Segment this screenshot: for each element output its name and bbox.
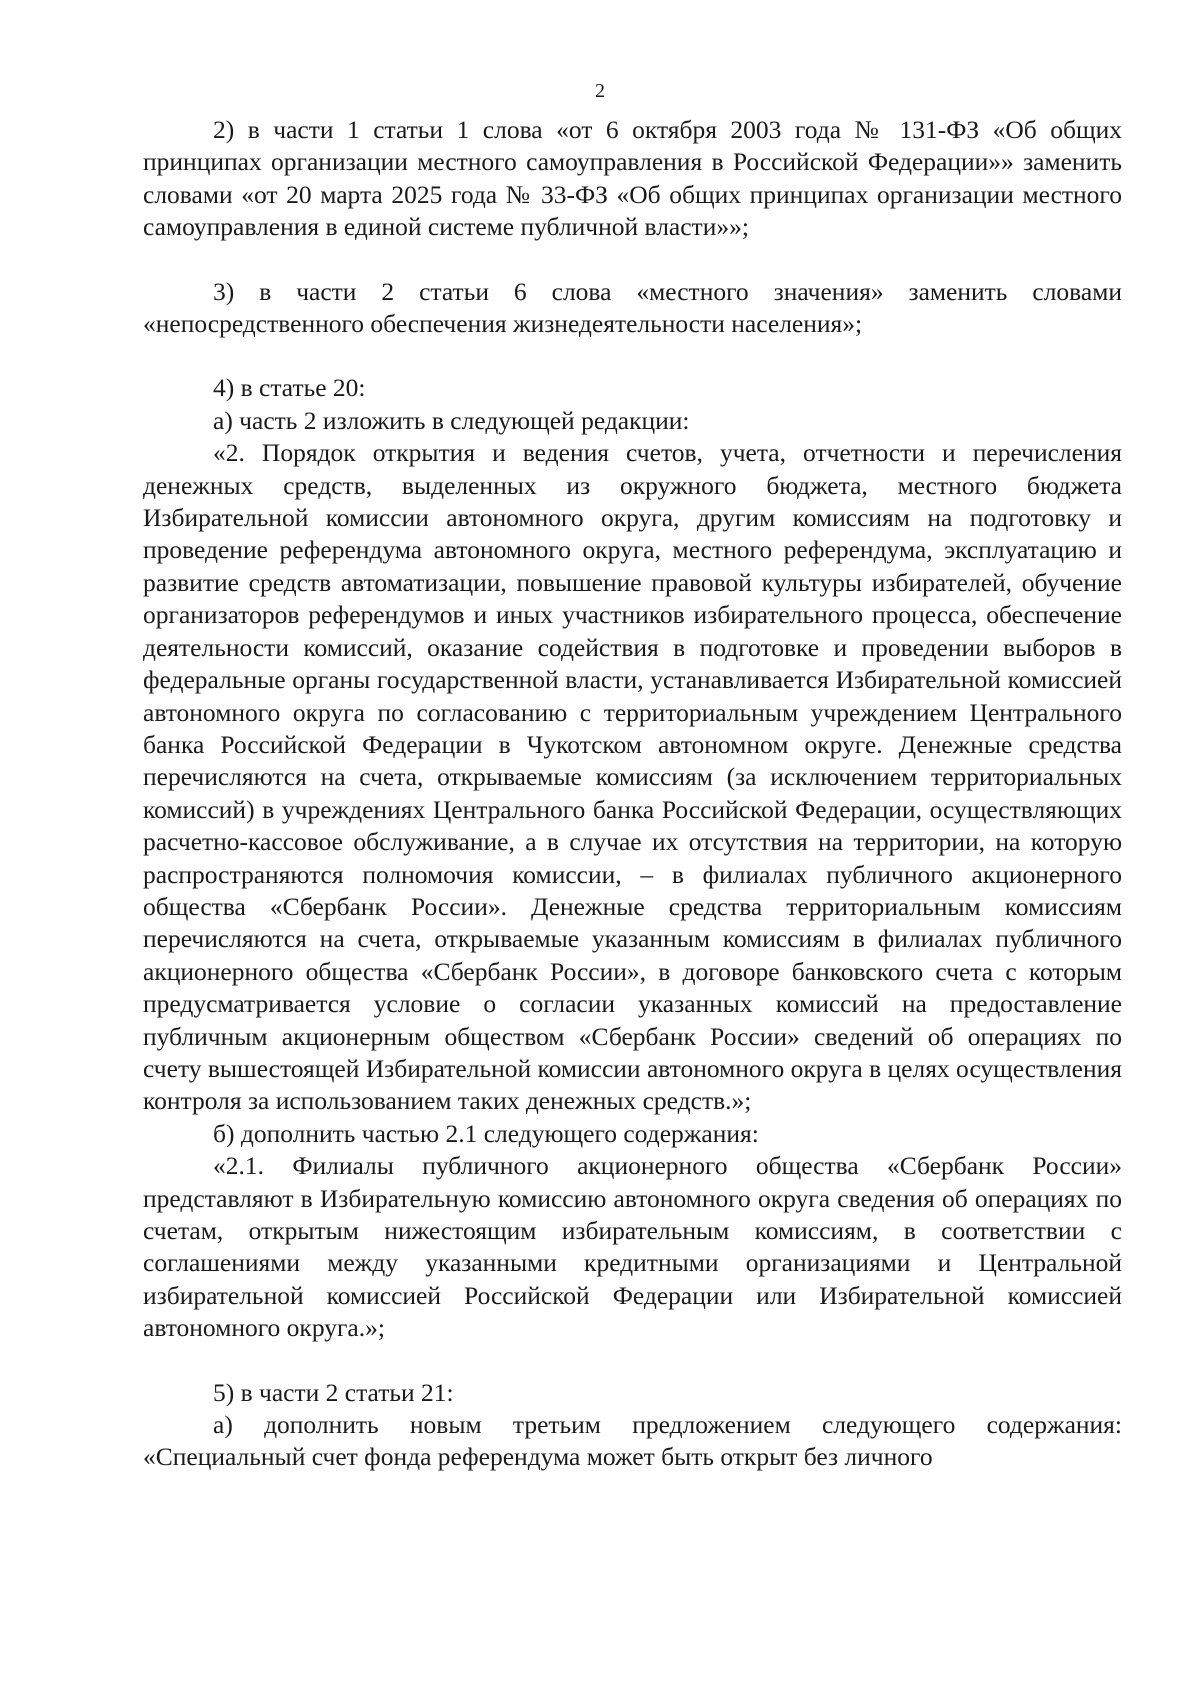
paragraph-item-4: 4) в статье 20: [213, 373, 366, 403]
paragraph-spacer [143, 244, 1122, 276]
paragraph-spacer [143, 1345, 1122, 1377]
paragraph-spacer [143, 340, 1122, 372]
document-body [143, 114, 1122, 1474]
paragraph-subitem-4b: б) дополнить частью 2.1 следующего содержания: [213, 1118, 759, 1148]
paragraph-item-3: 3) в части 2 статьи 6 слова «местного значения» заменить словами «непосредственного обеспечения жизнедеятельности населения»; [143, 276, 1122, 339]
paragraph-quoted-part-2-1: «2.1. Филиалы публичного акционерного общества «Сбербанк России» представляют в Избирательную комиссию автономного округа сведения об операциях по счетам, открытым нижестоящим избирательным комиссиям, в соответствии с соглашениями между указанными кредитными организациями и Центральной избирательной комиссией Российской Федерации или Избирательной комиссией автономного округа.»; [143, 1151, 1122, 1343]
paragraph-subitem-4a: а) часть 2 изложить в следующей редакции: [213, 405, 690, 435]
paragraph-quoted-part-2: «2. Порядок открытия и ведения счетов, учета, отчетности и перечисления денежных средств, выделенных из окружного бюджета, местного бюджета Избирательной комиссии автономного округа, другим комиссиям на подготовку и проведение референдума автономного округа, местного референдума, эксплуатацию и развитие средств автоматизации, повышение правовой культуры избирателей, обучение организаторов референдумов и иных участников избирательного процесса, обеспечение деятельности комиссий, оказание содействия в подготовке и проведении выборов в федеральные органы государственной власти, устанавливается Избирательной комиссией автономного округа по согласованию с территориальным учреждением Центрального банка Российской Федерации в Чукотском автономном округе. Денежные средства перечисляются на счета, открываемые комиссиям (за исключением территориальных комиссий) в учреждениях Центрального банка Российской Федерации, осуществляющих расчетно-кассовое обслуживание, а в случае их отсутствия на территории, на которую распространяются полномочия комиссии, – в филиалах публичного акционерного общества «Сбербанк России». Денежные средства территориальным комиссиям перечисляются на счета, открываемые указанным комиссиям в филиалах публичного акционерного общества «Сбербанк России», в договоре банковского счета с которым предусматривается условие о согласии указанных комиссий на предоставление публичным акционерным обществом «Сбербанк России» сведений об операциях по счету вышестоящей Избирательной комиссии автономного округа в целях осуществления контроля за использованием таких денежных средств.»; [143, 438, 1122, 1116]
page-number: 2 [595, 80, 605, 102]
paragraph-subitem-5a: а) дополнить новым третьим предложением следующего содержания: «Специальный счет фонда референдума может быть открыт без личного [143, 1410, 1122, 1472]
paragraph-item-5: 5) в части 2 статьи 21: [213, 1377, 454, 1407]
paragraph-item-2: 2) в части 1 статьи 1 слова «от 6 октября 2003 года № 131-ФЗ «Об общих принципах организации местного самоуправления в Российской Федерации»» заменить словами «от 20 марта 2025 года № 33-ФЗ «Об общих принципах организации местного самоуправления в единой системе публичной власти»»; [143, 115, 1122, 242]
